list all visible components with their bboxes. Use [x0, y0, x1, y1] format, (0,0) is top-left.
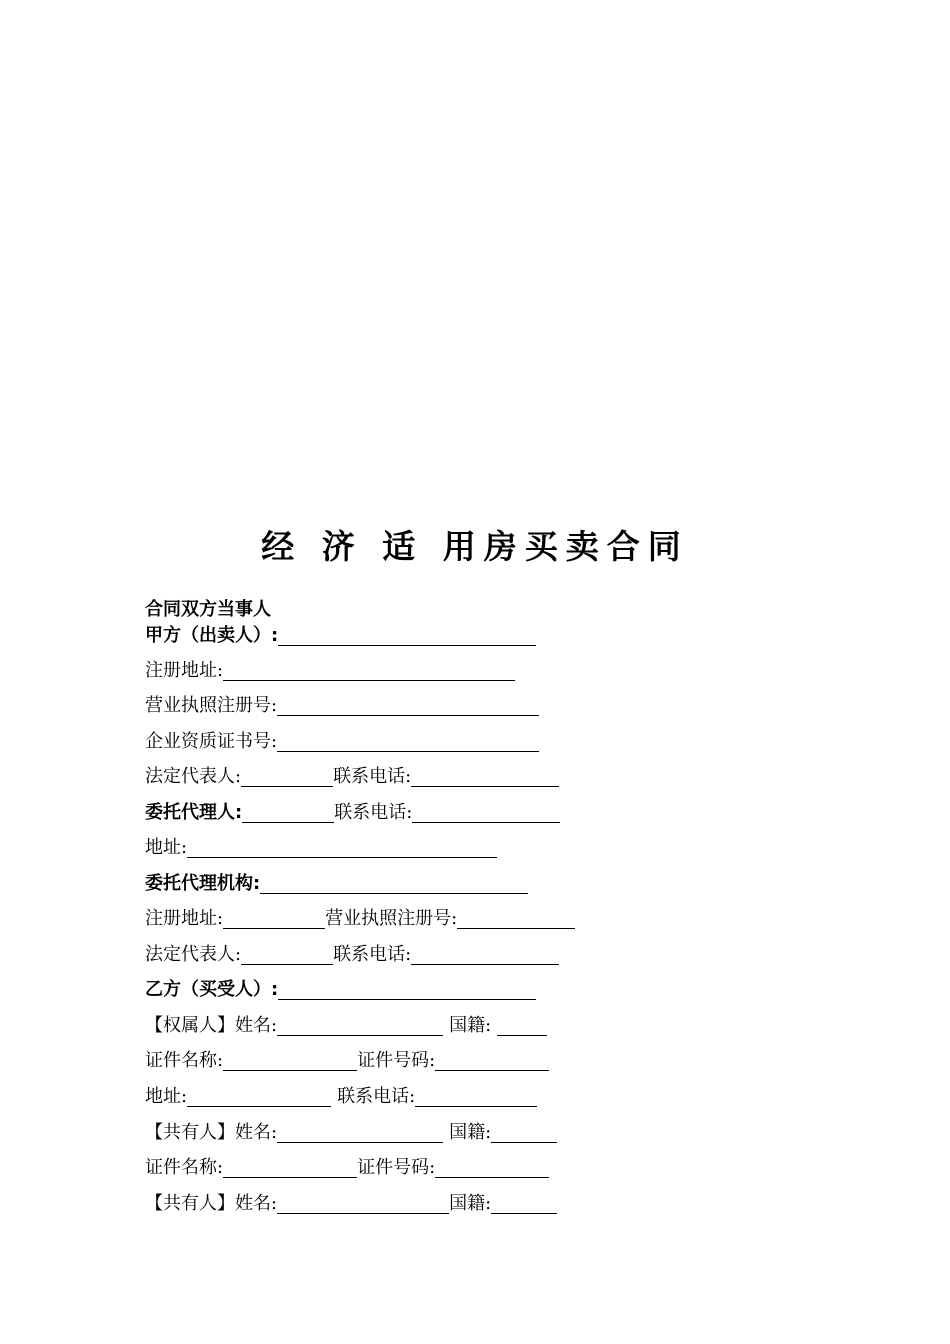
- co-owner-1-nationality-label: 国籍:: [449, 1122, 492, 1143]
- agency-address-blank[interactable]: [223, 908, 325, 929]
- legal-rep-phone-label: 联系电话:: [333, 766, 412, 787]
- agent-label: 委托代理人:: [145, 802, 243, 823]
- agency-blank[interactable]: [260, 873, 528, 894]
- agent-row: [145, 800, 560, 826]
- buyer-label: 乙方（买受人）:: [145, 979, 279, 1000]
- owner-phone-blank[interactable]: [415, 1086, 537, 1107]
- agency-license-blank[interactable]: [457, 908, 575, 929]
- agency-legal-rep-row: [145, 942, 559, 968]
- agency-address-label: 注册地址:: [145, 908, 224, 929]
- seller-address-blank[interactable]: [223, 660, 515, 681]
- co-owner-1-id-row: [145, 1155, 549, 1181]
- co-owner-1-id-type-label: 证件名称:: [145, 1157, 224, 1178]
- owner-phone-label: 联系电话:: [337, 1086, 416, 1107]
- co-owner-1-row: [145, 1120, 557, 1146]
- legal-rep-blank[interactable]: [241, 766, 333, 787]
- agency-legal-rep-phone-label: 联系电话:: [333, 944, 412, 965]
- agency-legal-rep-phone-blank[interactable]: [411, 944, 559, 965]
- owner-name-label: 【权属人】姓名:: [145, 1015, 278, 1036]
- owner-id-number-label: 证件号码:: [357, 1050, 436, 1071]
- buyer-row: [145, 977, 536, 1003]
- co-owner-2-nationality-label: 国籍:: [449, 1193, 492, 1214]
- owner-address-row: [145, 1084, 537, 1110]
- seller-blank[interactable]: [278, 625, 536, 646]
- legal-rep-phone-blank[interactable]: [411, 766, 559, 787]
- owner-id-row: [145, 1048, 549, 1074]
- business-license-blank[interactable]: [277, 695, 539, 716]
- co-owner-1-nationality-blank[interactable]: [491, 1122, 557, 1143]
- agency-legal-rep-blank[interactable]: [241, 944, 333, 965]
- agency-label: 委托代理机构:: [145, 873, 261, 894]
- owner-nationality-blank[interactable]: [497, 1015, 547, 1036]
- owner-nationality-label: 国籍:: [449, 1015, 492, 1036]
- qualification-cert-label: 企业资质证书号:: [145, 731, 278, 752]
- co-owner-1-id-type-blank[interactable]: [223, 1157, 357, 1178]
- co-owner-2-row: [145, 1191, 557, 1217]
- owner-address-label: 地址:: [145, 1086, 188, 1107]
- buyer-blank[interactable]: [278, 979, 536, 1000]
- document-title: 经 济 适 用房买卖合同: [261, 527, 689, 566]
- parties-heading-text: 合同双方当事人: [145, 599, 271, 620]
- owner-id-number-blank[interactable]: [435, 1050, 549, 1071]
- seller-address-label: 注册地址:: [145, 660, 224, 681]
- qualification-cert-blank[interactable]: [277, 731, 539, 752]
- agency-license-label: 营业执照注册号:: [325, 908, 458, 929]
- co-owner-2-name-blank[interactable]: [277, 1193, 449, 1214]
- business-license-row: [145, 693, 539, 719]
- co-owner-2-nationality-blank[interactable]: [491, 1193, 557, 1214]
- agent-address-label: 地址:: [145, 837, 188, 858]
- agent-address-row: [145, 835, 497, 861]
- co-owner-1-id-number-label: 证件号码:: [357, 1157, 436, 1178]
- agent-address-blank[interactable]: [187, 837, 497, 858]
- owner-name-blank[interactable]: [277, 1015, 443, 1036]
- agency-legal-rep-label: 法定代表人:: [145, 944, 242, 965]
- owner-row: [145, 1013, 547, 1039]
- agency-address-row: [145, 906, 575, 932]
- agent-phone-blank[interactable]: [412, 802, 560, 823]
- agent-blank[interactable]: [242, 802, 334, 823]
- owner-address-blank[interactable]: [187, 1086, 331, 1107]
- legal-rep-row: [145, 764, 559, 790]
- agency-row: [145, 871, 528, 897]
- owner-id-type-blank[interactable]: [223, 1050, 357, 1071]
- co-owner-2-name-label: 【共有人】姓名:: [145, 1193, 278, 1214]
- qualification-cert-row: [145, 729, 539, 755]
- business-license-label: 营业执照注册号:: [145, 695, 278, 716]
- owner-id-type-label: 证件名称:: [145, 1050, 224, 1071]
- co-owner-1-name-label: 【共有人】姓名:: [145, 1122, 278, 1143]
- seller-row: [145, 623, 536, 649]
- seller-label: 甲方（出卖人）:: [145, 625, 279, 646]
- agent-phone-label: 联系电话:: [334, 802, 413, 823]
- parties-heading: [145, 597, 271, 623]
- legal-rep-label: 法定代表人:: [145, 766, 242, 787]
- co-owner-1-id-number-blank[interactable]: [435, 1157, 549, 1178]
- seller-address-row: [145, 658, 515, 684]
- co-owner-1-name-blank[interactable]: [277, 1122, 443, 1143]
